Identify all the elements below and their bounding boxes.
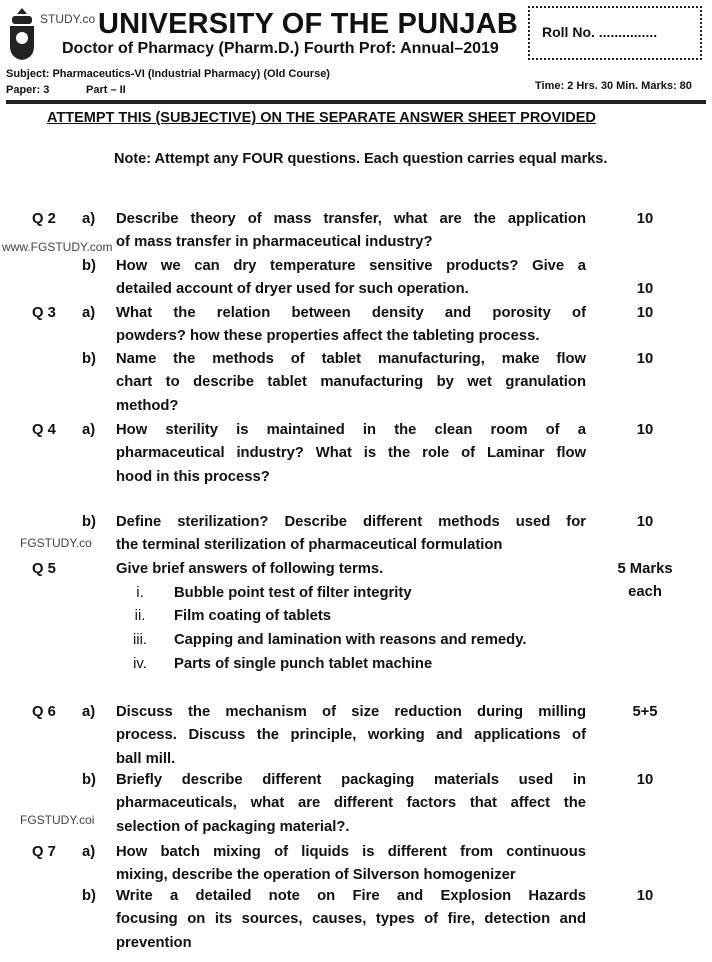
note: Note: Attempt any FOUR questions. Each question carries equal marks.	[114, 151, 608, 167]
question-text-line: hood in this process?	[116, 468, 270, 485]
watermark: FGSTUDY.coi	[20, 813, 95, 827]
question-marks: 10	[636, 305, 654, 321]
question-marks: 10	[636, 422, 654, 438]
question-text-line: Describe theory of mass transfer, what are the application	[116, 211, 586, 227]
list-item: Capping and lamination with reasons and remedy.	[174, 632, 527, 649]
question-text-line: pharmaceuticals, what are different factors that affect the	[116, 795, 586, 812]
program-title: Doctor of Pharmacy (Pharm.D.) Fourth Prof: Annual–2019	[62, 40, 499, 57]
question-part-label: a)	[82, 844, 96, 860]
question-marks: 10	[636, 772, 654, 788]
question-number: Q 5	[32, 561, 56, 577]
question-number: Q 2	[32, 211, 56, 227]
question-part-label: a)	[82, 422, 96, 438]
list-numeral: iv.	[133, 655, 147, 672]
question-text-line: chart to describe tablet manufacturing by wet granulation	[116, 374, 586, 391]
paper-part: Part – II	[86, 84, 126, 96]
list-item: Bubble point test of filter integrity	[174, 584, 412, 601]
list-numeral: i.	[136, 584, 144, 601]
question-marks: 5 Marks	[617, 561, 673, 577]
question-text-line: Briefly describe different packaging materials used in	[116, 772, 586, 788]
question-marks: 5+5	[632, 704, 658, 720]
question-text-line: pharmaceutical industry? What is the role of Laminar flow	[116, 445, 586, 462]
watermark: STUDY.co	[40, 12, 96, 26]
question-text-line: method?	[116, 397, 179, 414]
question-part-label: b)	[82, 258, 96, 274]
question-part-label: b)	[82, 772, 96, 788]
list-item: Parts of single punch tablet machine	[174, 655, 433, 672]
question-text-line: What the relation between density and porosity of	[116, 305, 586, 321]
university-title: UNIVERSITY OF THE PUNJAB	[98, 8, 518, 40]
subject: Subject: Pharmaceutics-VI (Industrial Pharmacy) (Old Course)	[6, 68, 330, 80]
question-text-line: How sterility is maintained in the clean room of a	[116, 422, 586, 438]
question-marks: 10	[636, 281, 654, 298]
question-text-line: the terminal sterilization of pharmaceutical formulation	[116, 537, 503, 554]
question-text-line: How we can dry temperature sensitive products? Give a	[116, 258, 586, 274]
instruction-heading: ATTEMPT THIS (SUBJECTIVE) ON THE SEPARATE ANSWER SHEET PROVIDED	[47, 110, 596, 126]
question-marks: 10	[636, 211, 654, 227]
list-item: Film coating of tablets	[174, 608, 332, 625]
roll-number-box	[528, 6, 702, 60]
question-number: Q 3	[32, 305, 56, 321]
question-text-line: Give brief answers of following terms.	[116, 561, 384, 577]
paper-number: Paper: 3	[6, 84, 50, 96]
question-text-line: focusing on its sources, causes, types of fire, detection and	[116, 911, 586, 928]
watermark: www.FGSTUDY.com	[2, 240, 113, 254]
question-part-label: a)	[82, 704, 96, 720]
question-part-label: a)	[82, 211, 96, 227]
question-text-line: mixing, describe the operation of Silverson homogenizer	[116, 867, 516, 884]
time-marks: Time: 2 Hrs. 30 Min. Marks: 80	[535, 80, 692, 92]
question-text-line: How batch mixing of liquids is different from continuous	[116, 844, 586, 860]
question-text-line: prevention	[116, 934, 192, 951]
roll-number-label: Roll No. ...............	[542, 24, 658, 40]
question-text-line: Discuss the mechanism of size reduction during milling	[116, 704, 586, 720]
question-part-label: b)	[82, 888, 96, 904]
list-numeral: iii.	[133, 632, 147, 649]
question-text-line: selection of packaging material?.	[116, 818, 350, 835]
question-number: Q 7	[32, 844, 56, 860]
university-crest-icon	[6, 6, 38, 62]
question-text-line: Define sterilization? Describe different methods used for	[116, 514, 586, 530]
question-text-line: Name the methods of tablet manufacturing, make flow	[116, 351, 586, 367]
question-text-line: detailed account of dryer used for such operation.	[116, 281, 469, 298]
list-numeral: ii.	[134, 608, 146, 625]
divider	[6, 100, 706, 104]
question-number: Q 6	[32, 704, 56, 720]
question-text-line: of mass transfer in pharmaceutical industry?	[116, 234, 433, 251]
question-text-line: powders? how these properties affect the tableting process.	[116, 328, 540, 345]
question-marks: each	[628, 584, 662, 601]
question-text-line: process. Discuss the principle, working and applications of	[116, 727, 586, 744]
question-part-label: b)	[82, 514, 96, 530]
question-marks: 10	[636, 351, 654, 367]
question-marks: 10	[636, 888, 654, 904]
question-part-label: a)	[82, 305, 96, 321]
question-text-line: ball mill.	[116, 750, 176, 767]
watermark: FGSTUDY.co	[20, 536, 92, 550]
question-part-label: b)	[82, 351, 96, 367]
question-marks: 10	[636, 514, 654, 530]
question-number: Q 4	[32, 422, 56, 438]
question-text-line: Write a detailed note on Fire and Explosion Hazards	[116, 888, 586, 904]
